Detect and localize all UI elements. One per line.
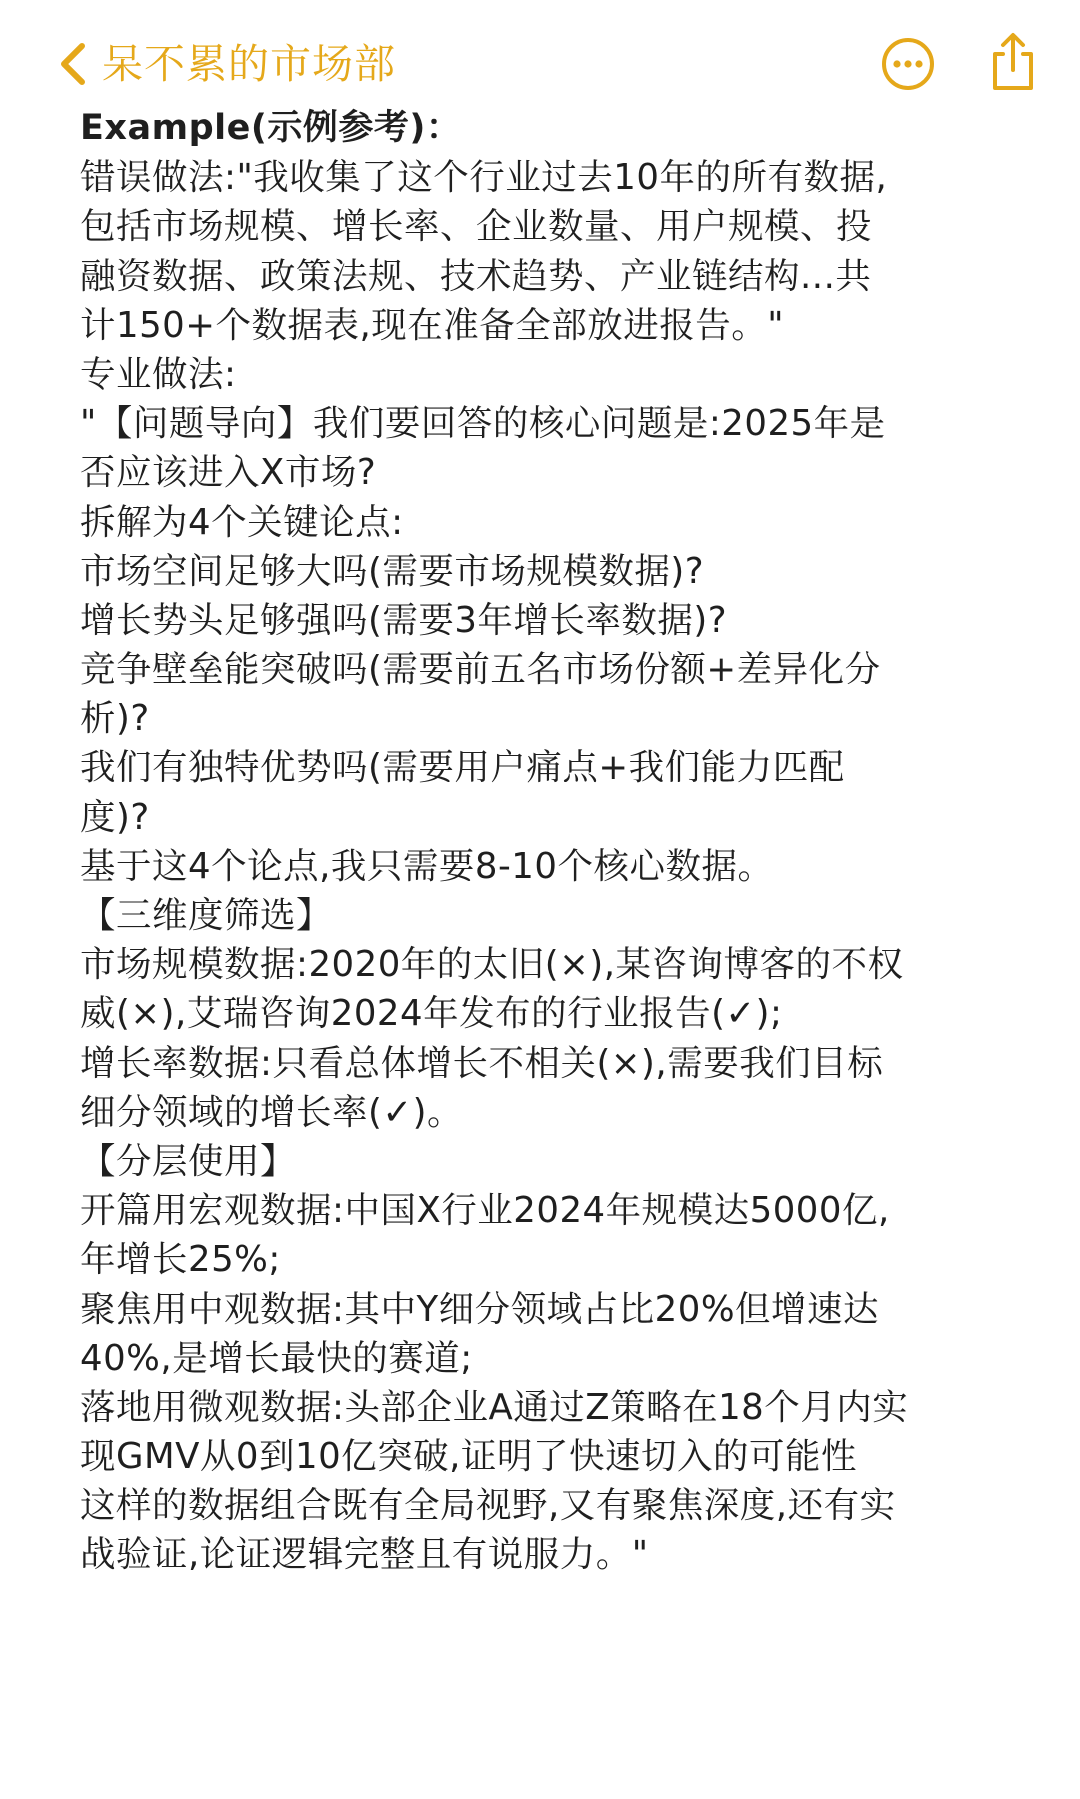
note-line: 计150+个数据表,现在准备全部放进报告。" [80, 304, 785, 346]
more-button[interactable] [880, 36, 936, 92]
note-line: 细分领域的增长率(✓)。 [80, 1091, 463, 1133]
note-line: 度)? [80, 796, 150, 838]
note-line: 市场规模数据:2020年的太旧(×),某咨询博客的不权 [80, 944, 904, 986]
note-line: 错误做法:"我收集了这个行业过去10年的所有数据, [80, 157, 888, 199]
note-line: 竞争壁垒能突破吗(需要前五名市场份额+差异化分 [80, 649, 881, 691]
back-button[interactable] [56, 28, 396, 100]
note-line: 我们有独特优势吗(需要用户痛点+我们能力匹配 [80, 747, 845, 789]
note-line: 40%,是增长最快的赛道; [80, 1337, 473, 1379]
note-line: 战验证,论证逻辑完整且有说服力。" [80, 1534, 649, 1576]
ellipsis-circle-icon [880, 77, 936, 96]
note-line: 融资数据、政策法规、技术趋势、产业链结构...共 [80, 255, 872, 297]
note-line: 否应该进入X市场? [80, 452, 377, 494]
note-line: 【分层使用】 [80, 1140, 297, 1182]
note-body[interactable] [80, 104, 1030, 1580]
note-line: "【问题导向】我们要回答的核心问题是:2025年是 [80, 403, 886, 445]
share-button[interactable] [986, 30, 1040, 94]
back-title[interactable]: 呆不累的市场部 [102, 40, 396, 88]
note-line: 现GMV从0到10亿突破,证明了快速切入的可能性 [80, 1436, 857, 1478]
note-line: 专业做法: [80, 353, 237, 395]
note-line: 【三维度筛选】 [80, 895, 333, 936]
note-line: 增长率数据:只看总体增长不相关(×),需要我们目标 [80, 1042, 884, 1084]
note-line: 威(×),艾瑞咨询2024年发布的行业报告(✓); [80, 993, 783, 1035]
note-line: 开篇用宏观数据:中国X行业2024年规模达5000亿, [80, 1190, 890, 1232]
note-line: 基于这4个论点,我只需要8-10个核心数据。 [80, 845, 774, 887]
note-line: 年增长25%; [80, 1239, 281, 1281]
note-line: 包括市场规模、增长率、企业数量、用户规模、投 [80, 206, 873, 248]
note-line: 这样的数据组合既有全局视野,又有聚焦深度,还有实 [80, 1485, 896, 1527]
note-line: 落地用微观数据:头部企业A通过Z策略在18个月内实 [80, 1386, 909, 1428]
note-line: 拆解为4个关键论点: [80, 501, 404, 543]
note-line: 市场空间足够大吗(需要市场规模数据)? [80, 550, 705, 592]
chevron-left-icon [56, 40, 90, 88]
note-line: 聚焦用中观数据:其中Y细分领域占比20%但增速达 [80, 1288, 880, 1330]
note-line: 增长势头足够强吗(需要3年增长率数据)? [80, 599, 728, 641]
navigation-bar [0, 28, 1080, 100]
share-icon [986, 79, 1040, 98]
note-heading: Example(示例参考)： [80, 108, 462, 148]
note-line: 析)? [80, 698, 150, 740]
